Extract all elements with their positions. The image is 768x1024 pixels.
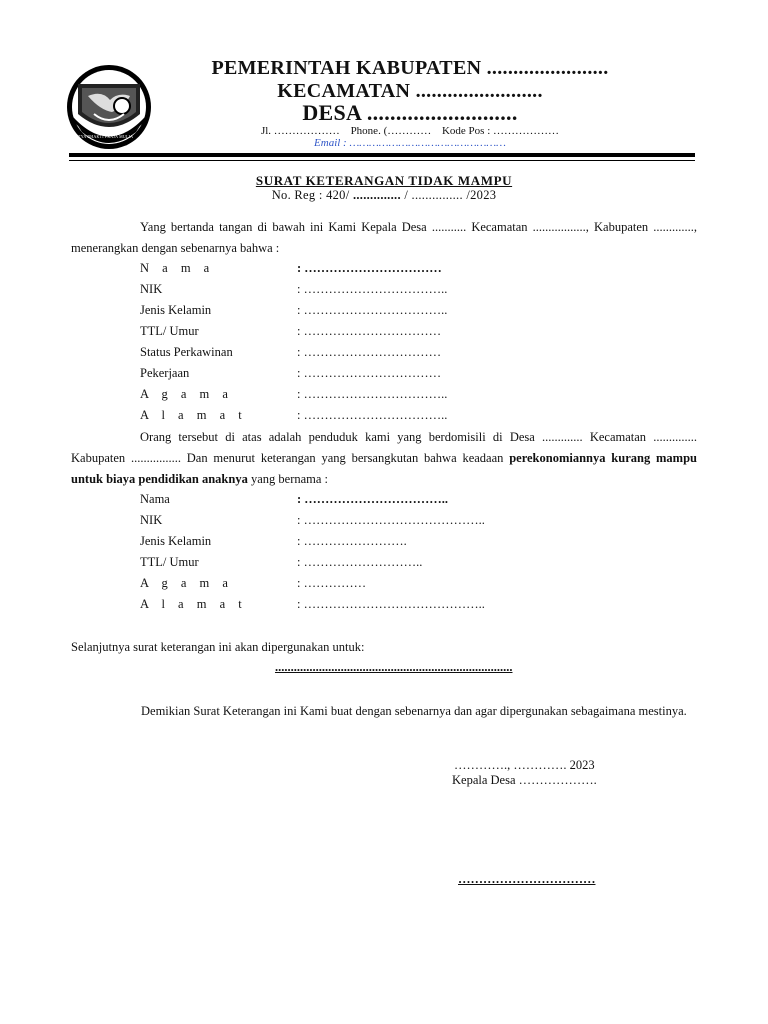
middle-text-2: yang bernama : (247, 472, 329, 486)
child-field-value: : …………………………………….. (297, 513, 485, 527)
person-field-label: A g a m a (140, 387, 233, 401)
reg-suffix: / ............... /2023 (404, 188, 497, 202)
intro-paragraph: Yang bertanda tangan di bawah ini Kami Kepala Desa ........... Kecamatan ................., Kabupaten ............., menerangkan dengan sebenarnya bahwa : (71, 220, 697, 255)
person-field-label: Pekerjaan (140, 366, 190, 380)
signature-name: …………………………… (458, 872, 596, 886)
person-field-value: : …………………………… (297, 261, 442, 275)
document-title (70, 173, 698, 189)
header-contact (160, 125, 660, 137)
person-field-label: Jenis Kelamin (140, 303, 212, 317)
child-field-value: : ……………………. (297, 534, 407, 548)
child-field-label: A l a m a t (140, 597, 247, 611)
person-field-value: : …………………………… (297, 324, 442, 338)
header-postcode: Kode Pos : ……………… (441, 125, 560, 137)
signature-title: Kepala Desa ………………. (452, 773, 597, 787)
person-field-value: : …………………………….. (297, 282, 448, 296)
person-field-label: TTL/ Umur (140, 324, 199, 338)
person-field-label: A l a m a t (140, 408, 247, 422)
middle-paragraph (71, 427, 697, 490)
child-field-value: : …………………………………….. (297, 597, 485, 611)
child-field-label: NIK (140, 513, 163, 527)
header-government: PEMERINTAH KABUPATEN ....................... (211, 57, 609, 79)
person-field-label: Status Perkawinan (140, 345, 233, 359)
person-field-value: : …………………………… (297, 345, 442, 359)
person-field-value: : …………………………… (297, 366, 442, 380)
child-field-label: TTL/ Umur (140, 555, 199, 569)
person-field-label: NIK (140, 282, 163, 296)
person-field-value: : …………………………….. (297, 408, 448, 422)
header-rule-thin (69, 160, 695, 161)
person-field-value: : …………………………….. (297, 387, 448, 401)
purpose-blank: ............................................................................ (275, 660, 513, 674)
purpose-intro: Selanjutnya surat keterangan ini akan dipergunakan untuk: (71, 640, 365, 654)
child-field-value: : …………… (297, 576, 367, 590)
child-field-value: : …………………………….. (297, 492, 449, 506)
reg-mid: .............. (352, 188, 401, 202)
header-phone: Phone. (………… (350, 125, 432, 137)
header-email: Email : ………………………………………… (314, 137, 506, 149)
header-rule-thick (69, 153, 695, 157)
child-field-label: A g a m a (140, 576, 233, 590)
logo-motto: SATYA BHAKTI PRAJA MULIA (73, 134, 134, 139)
header-address: Jl. ……………… (260, 125, 340, 137)
closing-paragraph: Demikian Surat Keterangan ini Kami buat dengan sebenarnya dan agar dipergunakan sebagaimana mestinya. (141, 704, 687, 718)
header-district: KECAMATAN ........................ (277, 80, 543, 102)
registration-number (70, 188, 698, 203)
person-field-label: N a m a (140, 261, 215, 275)
document-title-text: SURAT KETERANGAN TIDAK MAMPU (255, 173, 513, 188)
child-field-label: Jenis Kelamin (140, 534, 212, 548)
person-field-value: : …………………………….. (297, 303, 448, 317)
header-village: DESA .......................... (302, 100, 518, 125)
child-field-label: Nama (140, 492, 170, 506)
child-field-value: : ……………………….. (297, 555, 423, 569)
middle-text-1: Orang tersebut di atas adalah penduduk kami yang berdomisili di Desa ............. Kecamatan .............. Kabupaten ................ Dan menurut keterangan yang bersangkutan bahwa keadaan (71, 430, 697, 465)
reg-prefix: No. Reg : 420/ (271, 188, 350, 202)
signature-date: …………., …………. 2023 (454, 758, 595, 772)
middle-text-bold: perekonomiannya kurang mampu untuk biaya pendidikan anaknya (71, 451, 697, 486)
